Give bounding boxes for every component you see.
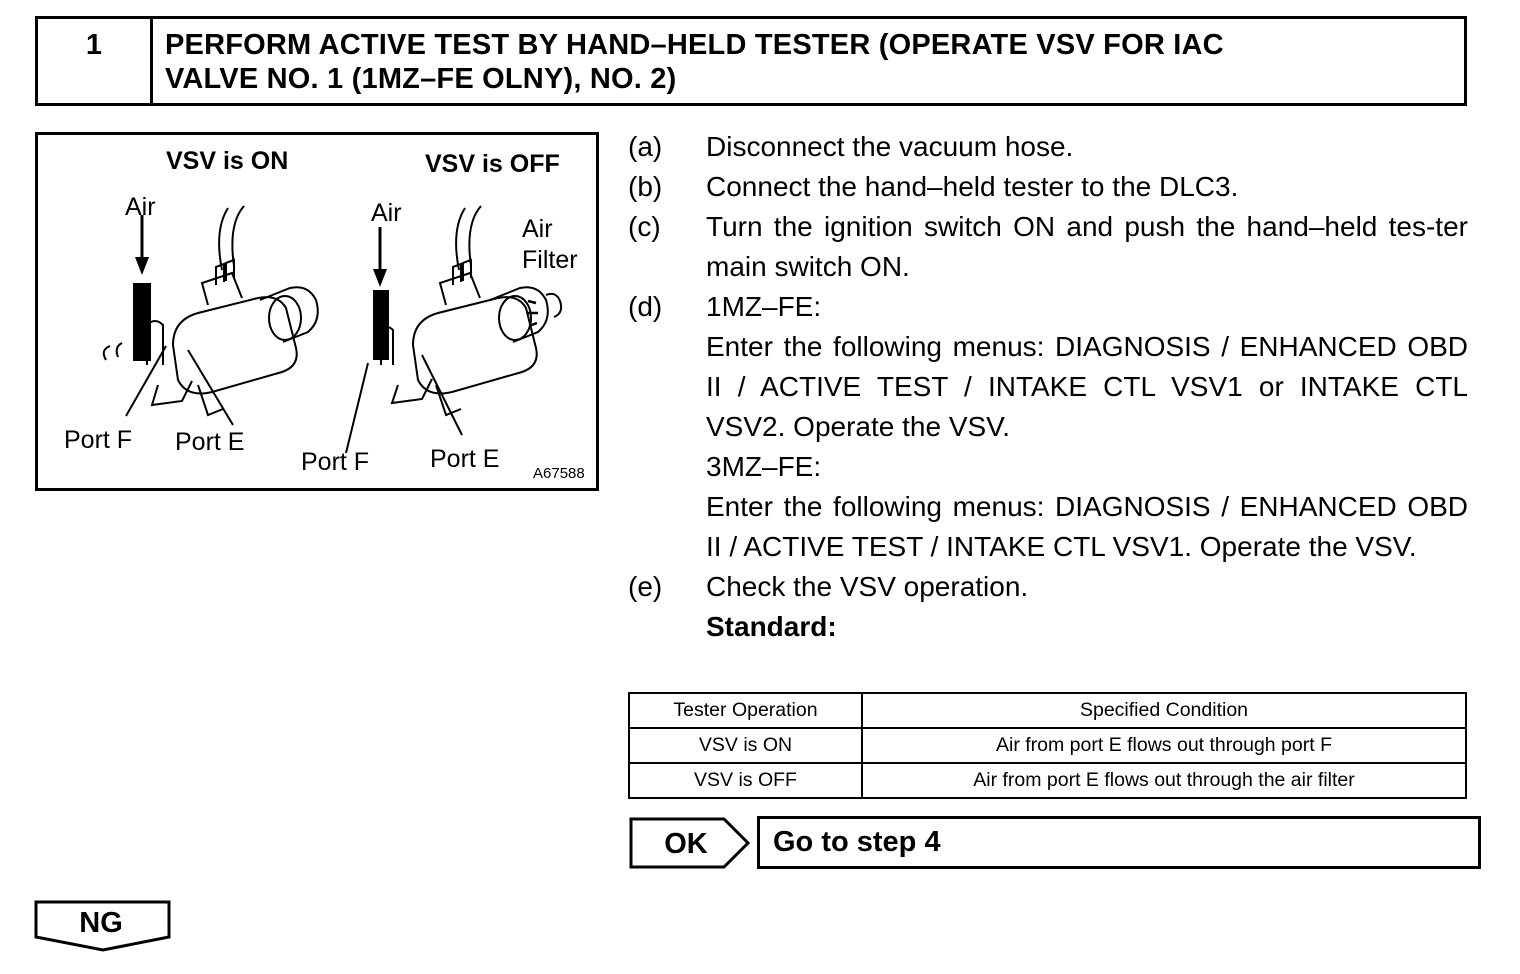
air-filter-label-line-1: Air [522,215,553,243]
step-text: Disconnect the vacuum hose. [706,131,1074,162]
ok-branch [628,816,754,875]
step-text: 3MZ–FE: [706,451,822,482]
step-header [35,16,1467,106]
vsv-on-title: VSV is ON [166,147,289,175]
table-header-cell: Specified Condition [862,693,1466,728]
step-text: Enter the following menus: DIAGNOSIS / ENHANCED OBD II / ACTIVE TEST / INTAKE CTL VSV1 or INTAKE CTL VSV2. Operate the VSV. [706,331,1468,442]
port-e-label-left: Port E [175,428,245,456]
ok-label: OK [664,828,708,860]
ng-branch [33,899,173,958]
standard-label: Standard: [706,611,837,642]
port-e-label-right: Port E [430,445,500,473]
table-header-row [629,693,1466,728]
step-label: (b) [628,171,663,202]
step-b [628,167,1468,207]
step-d [628,287,1468,327]
step-label: (e) [628,571,663,602]
ng-label: NG [79,907,123,939]
step-label: (a) [628,131,663,162]
step-d-1mz-menus [628,327,1468,447]
step-label: (c) [628,211,661,242]
table-row [629,763,1466,798]
step-text: Enter the following menus: DIAGNOSIS / ENHANCED OBD II / ACTIVE TEST / INTAKE CTL VSV1. Operate the VSV. [706,491,1468,562]
table-header-cell: Tester Operation [629,693,862,728]
table-row [629,728,1466,763]
vsv-off-title: VSV is OFF [425,150,560,178]
ng-arrow-shape [33,899,173,953]
step-text: Check the VSV operation. [706,571,1029,602]
air-label-left: Air [125,193,156,221]
step-a [628,127,1468,167]
go-to-step-box: Go to step 4 [757,816,1481,869]
step-d-3mz [628,447,1468,487]
ok-arrow-shape [628,816,754,870]
vsv-illustration [35,132,599,491]
step-title-line-2: VALVE NO. 1 (1MZ–FE OLNY), NO. 2) [165,63,677,95]
step-text: Turn the ignition switch ON and push the hand–held tes-ter main switch ON. [706,211,1468,282]
step-text: Connect the hand–held tester to the DLC3. [706,171,1239,202]
standard-table [628,692,1467,799]
step-d-3mz-menus [628,487,1468,567]
step-label: (d) [628,291,663,322]
air-label-right: Air [371,199,402,227]
step-title-line-1: PERFORM ACTIVE TEST BY HAND–HELD TESTER (OPERATE VSV FOR IAC [165,29,1224,61]
table-cell: VSV is ON [629,728,862,763]
table-cell: Air from port E flows out through port F [862,728,1466,763]
port-f-label-right: Port F [301,448,370,476]
step-e [628,567,1468,607]
step-title [165,28,1455,96]
table-cell: VSV is OFF [629,763,862,798]
air-filter-label-line-2: Filter [522,246,578,274]
figure-code: A67588 [533,465,585,482]
step-text: 1MZ–FE: [706,291,822,322]
step-number: 1 [38,19,153,103]
port-f-label-left: Port F [64,426,133,454]
step-c [628,207,1468,287]
instruction-steps [628,127,1468,647]
table-cell: Air from port E flows out through the air filter [862,763,1466,798]
